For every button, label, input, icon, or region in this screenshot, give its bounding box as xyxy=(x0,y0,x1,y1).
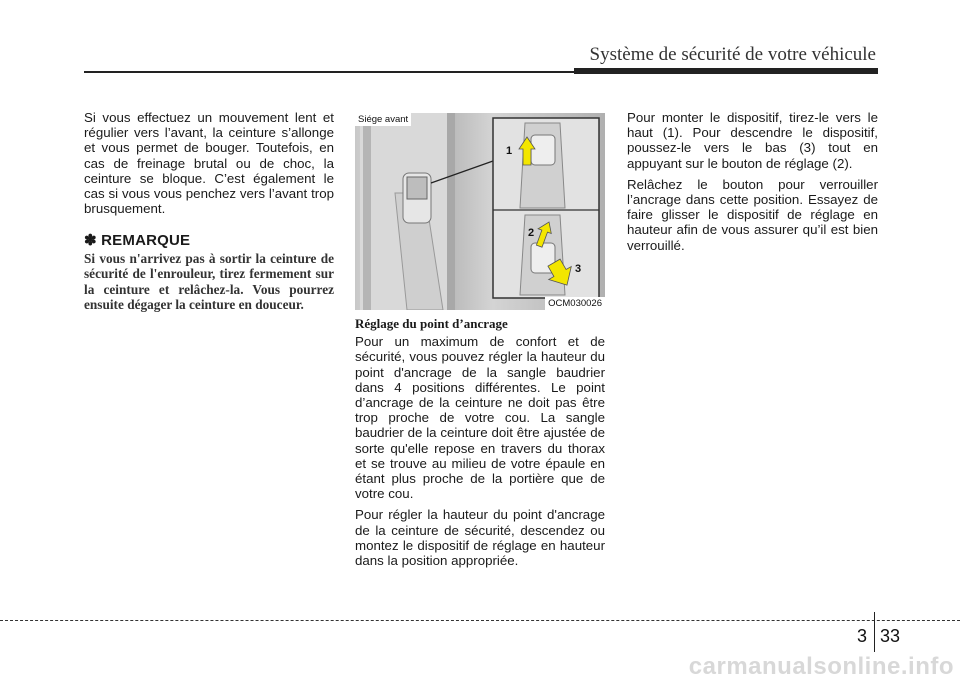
section-heading: Réglage du point d’ancrage xyxy=(355,316,508,331)
inset-anchor-top xyxy=(531,135,555,165)
page-number-divider xyxy=(874,612,875,652)
pillar-edge xyxy=(363,113,371,310)
page-header-title: Système de sécurité de votre véhicule xyxy=(589,44,876,65)
body-paragraph: Pour un maximum de confort et de sécurité, vous pouvez régler la hauteur du point d'ancrage de la sangle baudrier dans 4 positions différentes. Le point d’ancrage de la ceinture ne doit pas être trop proche de votre cou. La sangle baudrier de la ceinture doit être ajustée de sorte qu'elle repose en travers du thorax et se trouve au milieu de votre épaule en étant plus proche de la portière que de votre cou. xyxy=(355,334,605,502)
note-text: Si vous n'arrivez pas à sortir la ceinture de sécurité de l'enrouleur, tirez fermement sur la ceinture et relâchez-la. Vous pourrez ensuite dégager la ceinture en douceur. xyxy=(84,250,334,313)
anchor-button xyxy=(407,177,427,199)
header-rule-accent xyxy=(574,68,878,74)
seatbelt-anchor-figure xyxy=(355,113,605,310)
note-heading: ✽ REMARQUE xyxy=(84,232,191,250)
column-3 xyxy=(627,110,878,259)
chapter-number: 3 xyxy=(857,626,868,646)
column-1 xyxy=(84,110,334,319)
figure-tag: Siége avant xyxy=(355,113,411,126)
body-paragraph: Si vous effectuez un mouvement lent et régulier vers l’avant, la ceinture s’allonge et vous permet de bouger. Toutefois, en cas de freinage brutal ou de choc, la ceinture se bloque. C’est également le cas si vous vous penchez vers l’avant trop brusquement. xyxy=(84,110,334,217)
watermark: carmanualsonline.info xyxy=(688,653,954,680)
figure-label: 2 xyxy=(528,227,535,239)
column-2 xyxy=(355,316,605,574)
figure-code: OCM030026 xyxy=(545,297,605,310)
page-number: 33 xyxy=(880,626,901,646)
seatbelt-illustration xyxy=(355,113,605,310)
figure-label: 3 xyxy=(575,263,582,275)
figure-label: 1 xyxy=(506,145,513,157)
footer-rule xyxy=(0,620,960,621)
pillar-edge xyxy=(447,113,455,310)
body-paragraph: Pour régler la hauteur du point d'ancrage de la ceinture de sécurité, descendez ou montez le dispositif de réglage en hauteur dans la position appropriée. xyxy=(355,507,605,569)
body-paragraph: Relâchez le bouton pour verrouiller l’ancrage dans cette position. Essayez de faire glisser le dispositif de réglage en hauteur afin de vous assurer qu’il est bien verrouillé. xyxy=(627,176,878,253)
body-paragraph: Pour monter le dispositif, tirez-le vers le haut (1). Pour descendre le dispositif, poussez-le vers le bas (3) tout en appuyant sur le bouton de réglage (2). xyxy=(627,110,878,171)
